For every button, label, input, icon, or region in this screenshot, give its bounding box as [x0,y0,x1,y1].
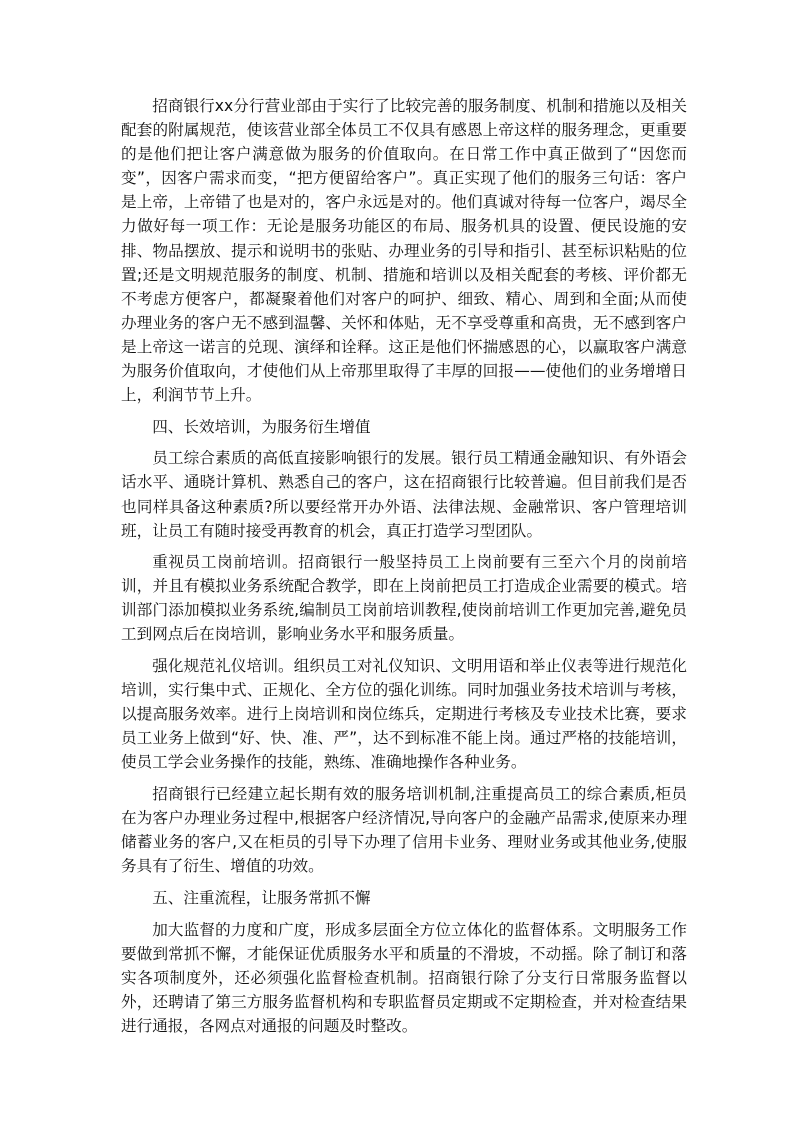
paragraph-supervision: 加大监督的力度和广度，形成多层面全方位立体化的监督体系。文明服务工作要做到常抓不懈，才能保证优质服务水平和质量的不滑坡，不动摇。除了制订和落实各项制度外，还必须强化监督检查机制。招商银行除了分支行日常服务监督以外，还聘请了第三方服务监督机构和专职监督员定期或不定期检查，并对检查结果进行通报，各网点对通报的问题及时整改。 [121,920,687,1035]
paragraph-training-mechanism: 招商银行已经建立起长期有效的服务培训机制,注重提高员工的综合素质,柜员在为客户办理业务过程中,根据客户经济情况,导向客户的金融产品需求,使原来办理储蓄业务的客户,又在柜员的引导下办理了信用卡业务、理财业务或其他业务,使服务具有了衍生、增值的功效。 [121,785,687,876]
paragraph-staff-quality: 员工综合素质的高低直接影响银行的发展。银行员工精通金融知识、有外语会话水平、通晓计算机、熟悉自己的客户，这在招商银行比较普遍。但目前我们是否也同样具备这种素质?所以要经常开办外语、法律法规、金融常识、客户管理培训班，让员工有随时接受再教育的机会，真正打造学习型团队。 [121,449,687,540]
section-heading-training: 四、长效培训，为服务衍生增值 [152,417,371,436]
paragraph-pre-job-training: 重视员工岗前培训。招商银行一般坚持员工上岗前要有三至六个月的岗前培训，并且有模拟业务系统配合教学，即在上岗前把员工打造成企业需要的模式。培训部门添加模拟业务系统,编制员工岗前培训教程,使岗前培训工作更加完善,避免员工到网点后在岗培训，影响业务水平和服务质量。 [121,553,687,644]
section-heading-process: 五、注重流程，让服务常抓不懈 [152,888,371,907]
document-body [121,94,687,1045]
paragraph-etiquette-training: 强化规范礼仪培训。组织员工对礼仪知识、文明用语和举止仪表等进行规范化培训，实行集中式、正规化、全方位的强化训练。同时加强业务技术培训与考核，以提高服务效率。进行上岗培训和岗位练兵，定期进行考核及专业技术比赛，要求员工业务上做到“好、快、准、严”，达不到标准不能上岗。通过严格的技能培训，使员工学会业务操作的技能，熟练、准确地操作各种业务。 [121,657,687,772]
paragraph-service-philosophy: 招商银行xx分行营业部由于实行了比较完善的服务制度、机制和措施以及相关配套的附属规范，使该营业部全体员工不仅具有感恩上帝这样的服务理念，更重要的是他们把让客户满意做为服务的价值取向。在日常工作中真正做到了“因您而变”，因客户需求而变，“把方便留给客户”。真正实现了他们的服务三句话：客户是上帝，上帝错了也是对的，客户永远是对的。他们真诚对待每一位客户，竭尽全力做好每一项工作：无论是服务功能区的布局、服务机具的设置、便民设施的安排、物品摆放、提示和说明书的张贴、办理业务的引导和指引、甚至标识粘贴的位置;还是文明规范服务的制度、机制、措施和培训以及相关配套的考核、评价都无不考虑方便客户，都凝聚着他们对客户的呵护、细致、精心、周到和全面;从而使办理业务的客户无不感到温馨、关怀和体贴，无不享受尊重和高贵，无不感到客户是上帝这一诺言的兑现、演绎和诠释。这正是他们怀揣感恩的心，以赢取客户满意为服务价值取向，才使他们从上帝那里取得了丰厚的回报——使他们的业务增增日上，利润节节上升。 [121,97,687,405]
